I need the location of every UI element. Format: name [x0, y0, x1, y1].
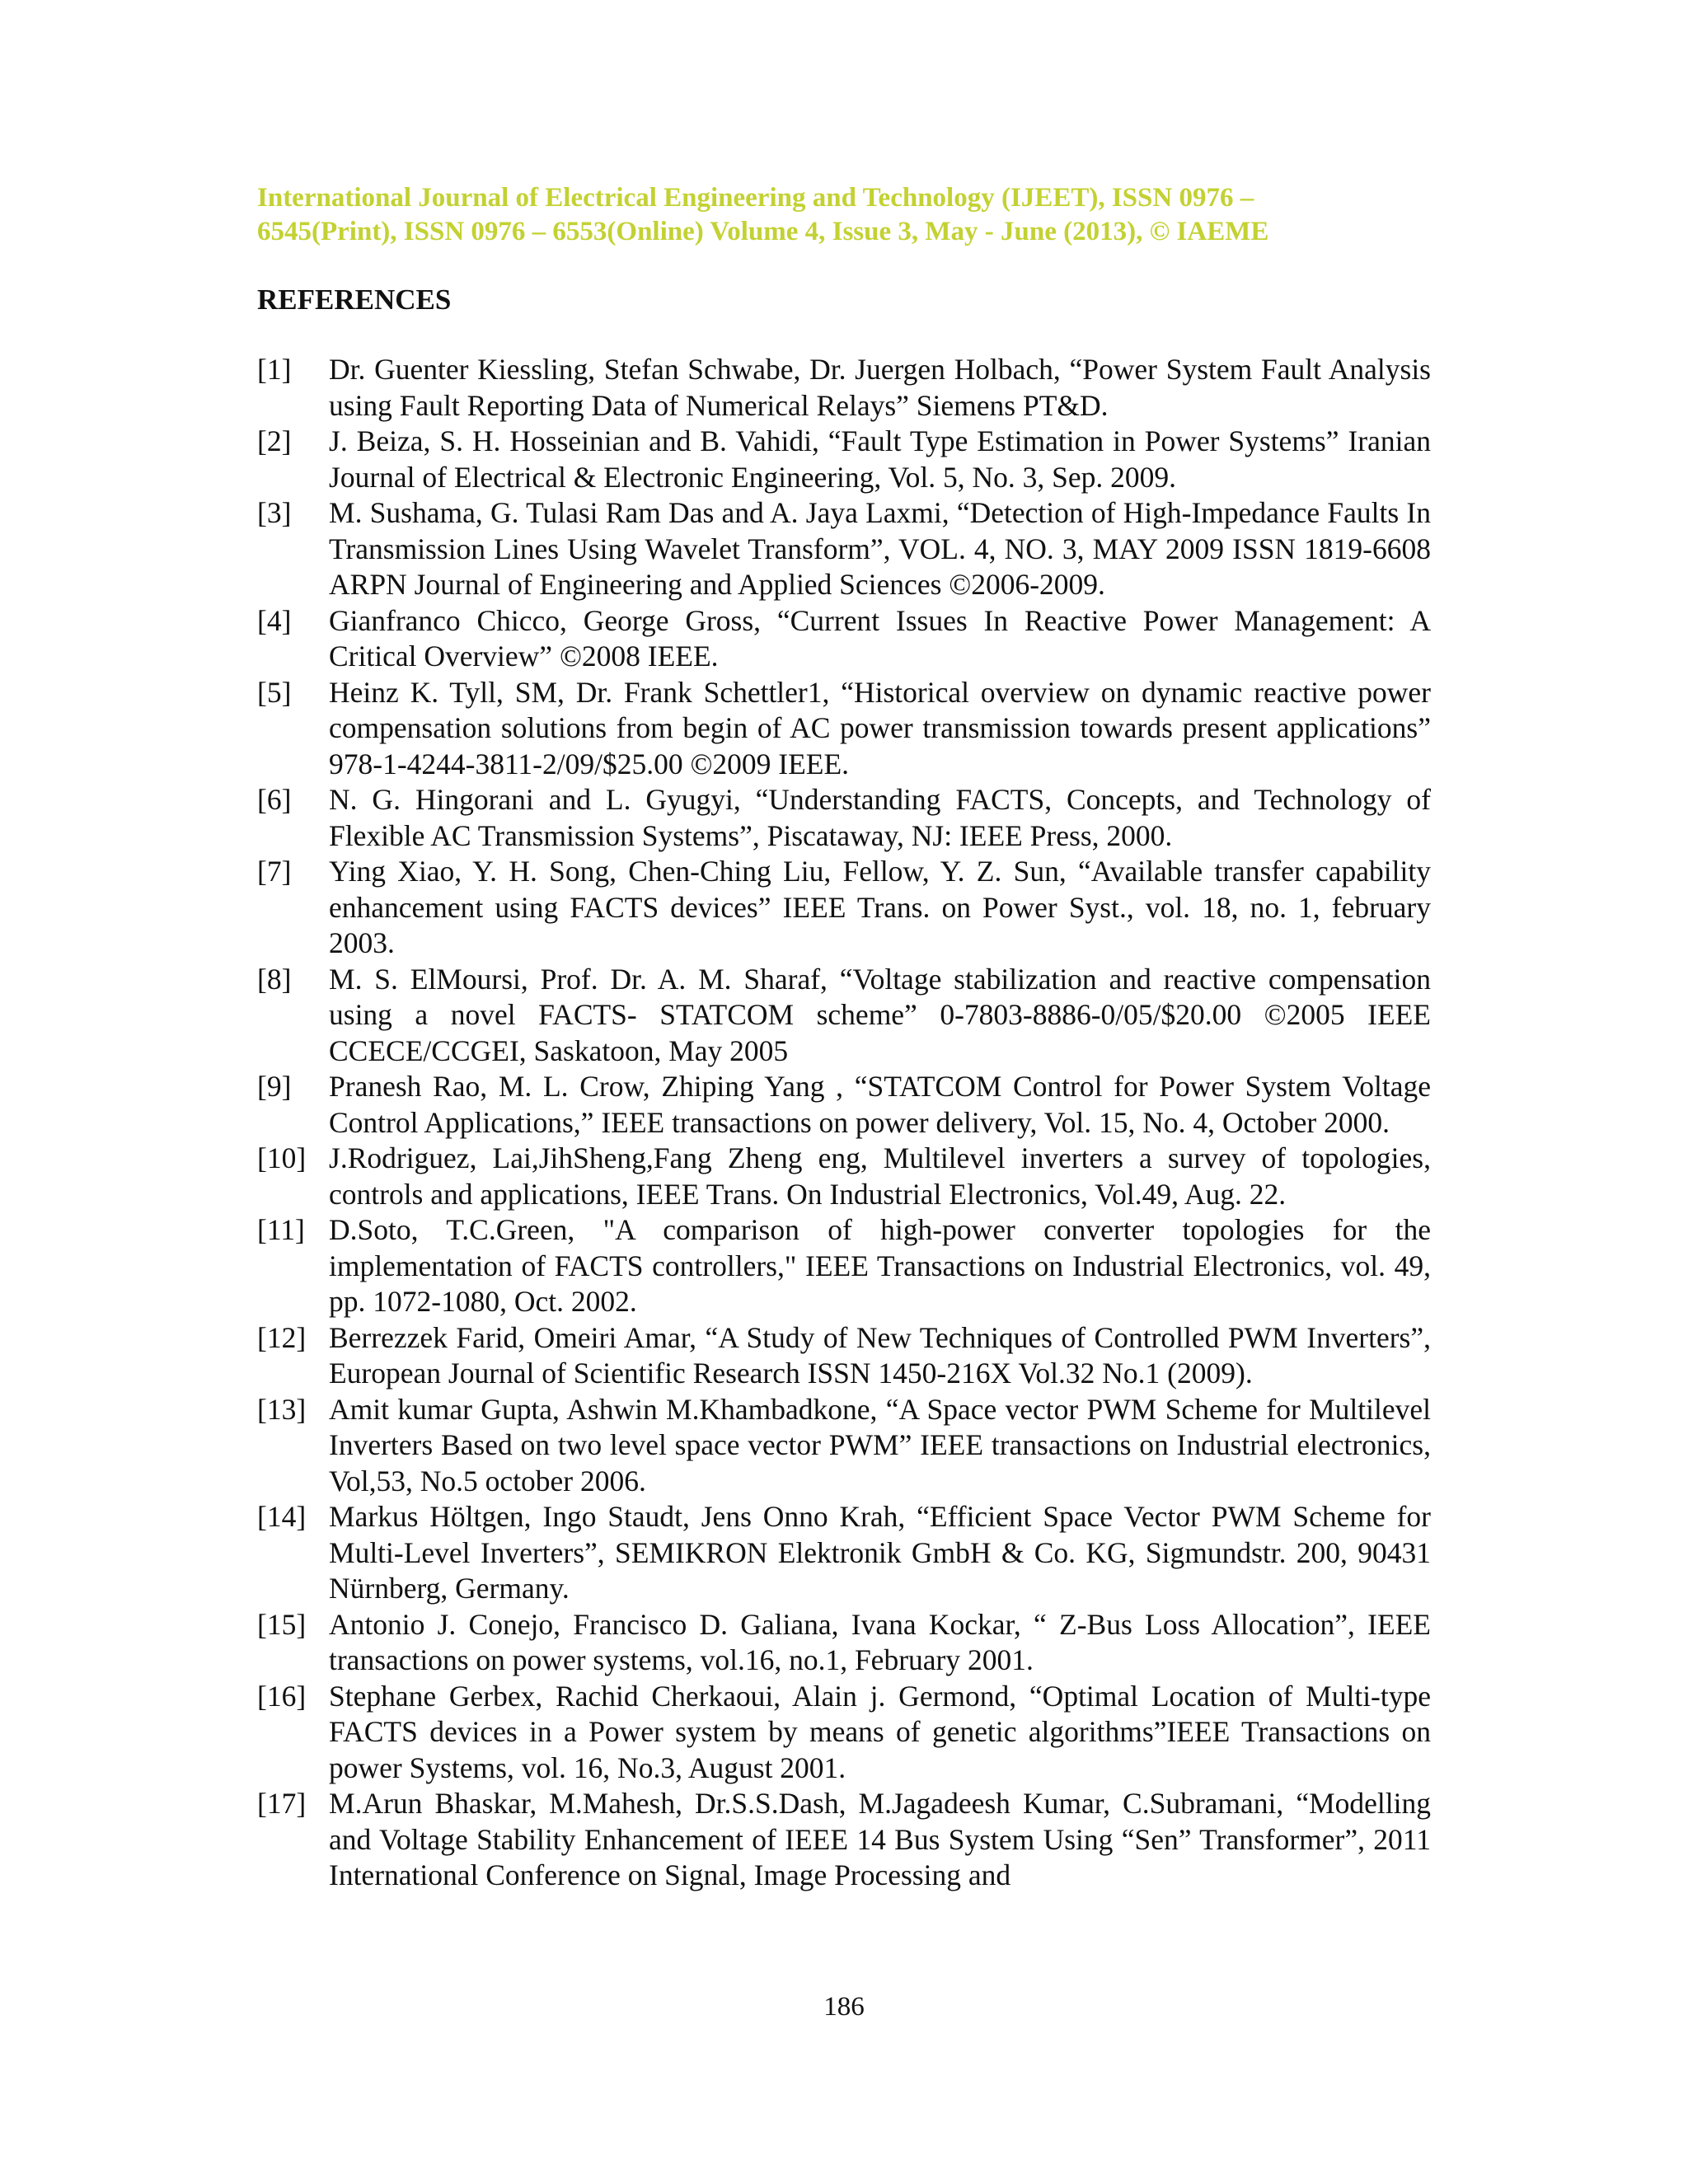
reference-text: Berrezzek Farid, Omeiri Amar, “A Study of New Techniques of Controlled PWM Inverters”, European Journal of Scientific Research ISSN 1450-216X Vol.32 No.1 (2009). [329, 1320, 1431, 1390]
reference-text: M.Arun Bhaskar, M.Mahesh, Dr.S.S.Dash, M.Jagadeesh Kumar, C.Subramani, “Modelling and Voltage Stability Enhancement of IEEE 14 Bus System Using “Sen” Transformer”, 2011 International Conference on Signal, Image Processing and [329, 1787, 1431, 1891]
reference-number: [6] [257, 783, 292, 816]
page-number: 186 [823, 1992, 865, 2022]
reference-item [257, 1141, 1431, 1212]
reference-text: J. Beiza, S. H. Hosseinian and B. Vahidi, “Fault Type Estimation in Power Systems” Iranian Journal of Electrical & Electronic Engineering, Vol. 5, No. 3, Sep. 2009. [329, 424, 1431, 494]
reference-number: [12] [257, 1320, 307, 1354]
reference-number: [11] [257, 1213, 305, 1246]
reference-number: [2] [257, 424, 292, 457]
reference-item [257, 1069, 1431, 1141]
reference-number: [7] [257, 855, 292, 888]
reference-text: Dr. Guenter Kiessling, Stefan Schwabe, Dr. Juergen Holbach, “Power System Fault Analysis using Fault Reporting Data of Numerical Relays” Siemens PT&D. [329, 353, 1431, 422]
reference-item [257, 1679, 1431, 1787]
reference-text: N. G. Hingorani and L. Gyugyi, “Understanding FACTS, Concepts, and Technology of Flexible AC Transmission Systems”, Piscataway, NJ: IEEE Press, 2000. [329, 783, 1431, 852]
reference-item [257, 962, 1431, 1070]
reference-text: J.Rodriguez, Lai,JihSheng,Fang Zheng eng, Multilevel inverters a survey of topologies, controls and applications, IEEE Trans. On Industrial Electronics, Vol.49, Aug. 22. [329, 1141, 1431, 1211]
reference-number: [17] [257, 1787, 307, 1820]
reference-text: Antonio J. Conejo, Francisco D. Galiana, Ivana Kockar, “ Z-Bus Loss Allocation”, IEEE transactions on power systems, vol.16, no.1, February 2001. [329, 1607, 1431, 1676]
reference-text: D.Soto, T.C.Green, "A comparison of high-power converter topologies for the implementation of FACTS controllers," IEEE Transactions on Industrial Electronics, vol. 49, pp. 1072-1080, Oct. 2002. [329, 1213, 1431, 1318]
reference-number: [4] [257, 603, 292, 637]
reference-number: [13] [257, 1392, 307, 1426]
reference-item [257, 352, 1431, 424]
reference-text: Pranesh Rao, M. L. Crow, Zhiping Yang , “STATCOM Control for Power System Voltage Control Applications,” IEEE transactions on power delivery, Vol. 15, No. 4, October 2000. [329, 1070, 1431, 1139]
reference-number: [9] [257, 1070, 292, 1103]
reference-text: Ying Xiao, Y. H. Song, Chen-Ching Liu, Fellow, Y. Z. Sun, “Available transfer capability enhancement using FACTS devices” IEEE Trans. on Power Syst., vol. 18, no. 1, february 2003. [329, 855, 1431, 959]
reference-text: M. Sushama, G. Tulasi Ram Das and A. Jaya Laxmi, “Detection of High-Impedance Faults In Transmission Lines Using Wavelet Transform”, VOL. 4, NO. 3, MAY 2009 ISSN 1819-6608 ARPN Journal of Engineering and Applied Sciences ©2006-2009. [329, 496, 1431, 601]
reference-item [257, 675, 1431, 783]
reference-text: Gianfranco Chicco, George Gross, “Current Issues In Reactive Power Management: A Critical Overview” ©2008 IEEE. [329, 603, 1431, 673]
reference-item [257, 1392, 1431, 1500]
reference-item [257, 495, 1431, 603]
reference-number: [1] [257, 353, 292, 386]
reference-text: M. S. ElMoursi, Prof. Dr. A. M. Sharaf, “Voltage stabilization and reactive compensation using a novel FACTS- STATCOM scheme” 0-7803-8886-0/05/$20.00 ©2005 IEEE CCECE/CCGEI, Saskatoon, May 2005 [329, 962, 1431, 1067]
journal-header-line-2: 6545(Print), ISSN 0976 – 6553(Online) Volume 4, Issue 3, May - June (2013), © IAEME [257, 217, 1269, 246]
reference-item [257, 1499, 1431, 1607]
reference-text: Heinz K. Tyll, SM, Dr. Frank Schettler1, “Historical overview on dynamic reactive power compensation solutions from begin of AC power transmission towards present applications” 978-1-4244-3811-2/09/$25.00 ©2009 IEEE. [329, 675, 1431, 780]
reference-item [257, 603, 1431, 675]
reference-number: [14] [257, 1500, 307, 1533]
reference-item [257, 1607, 1431, 1679]
reference-text: Amit kumar Gupta, Ashwin M.Khambadkone, “A Space vector PWM Scheme for Multilevel Inverters Based on two level space vector PWM” IEEE transactions on Industrial electronics, Vol,53, No.5 october 2006. [329, 1392, 1431, 1497]
reference-item [257, 1320, 1431, 1392]
reference-number: [16] [257, 1679, 307, 1713]
reference-number: [8] [257, 962, 292, 996]
reference-item [257, 1786, 1431, 1894]
references-heading: REFERENCES [257, 284, 452, 316]
reference-number: [3] [257, 496, 292, 529]
reference-number: [15] [257, 1607, 307, 1641]
reference-number: [10] [257, 1141, 307, 1174]
reference-item [257, 854, 1431, 962]
reference-item [257, 424, 1431, 495]
reference-item [257, 1212, 1431, 1320]
journal-header-line-1: International Journal of Electrical Engineering and Technology (IJEET), ISSN 0976 – [257, 183, 1254, 213]
reference-number: [5] [257, 675, 292, 709]
reference-item [257, 782, 1431, 854]
journal-header [257, 181, 1431, 249]
reference-text: Markus Höltgen, Ingo Staudt, Jens Onno Krah, “Efficient Space Vector PWM Scheme for Multi-Level Inverters”, SEMIKRON Elektronik GmbH & Co. KG, Sigmundstr. 200, 90431 Nürnberg, Germany. [329, 1500, 1431, 1605]
reference-text: Stephane Gerbex, Rachid Cherkaoui, Alain j. Germond, “Optimal Location of Multi-type FACTS devices in a Power system by means of genetic algorithms”IEEE Transactions on power Systems, vol. 16, No.3, August 2001. [329, 1679, 1431, 1784]
references-list [257, 352, 1431, 1894]
